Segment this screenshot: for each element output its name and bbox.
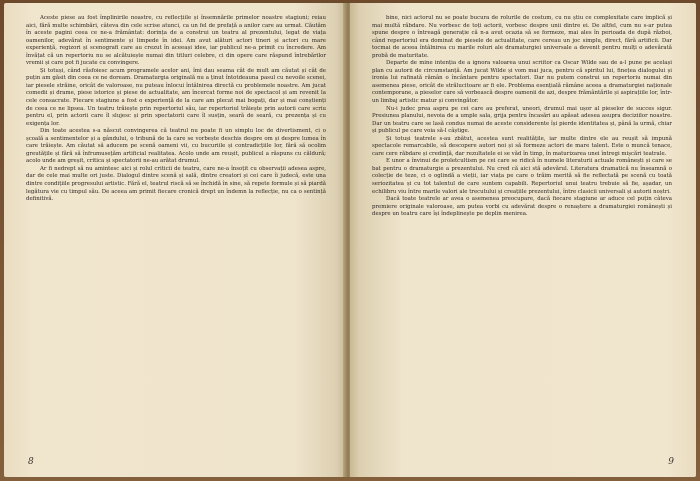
- right-page-text: [372, 15, 672, 219]
- paragraph: Departe de mine intenția de a ignora valoarea unui scriitor ca Oscar Wilde sau de a-l pune pe același plan cu autorii de circumstanță. Am jucat Wilde și vom mai juca, pentru că spiritul lui, finețea dialogului și ironia lui rafinată rămân o încântare pentru spectatori. Dar nu putem construi un repertoriu numai din asemenea piese, oricât de strălucitoare ar fi ele. Problema esențială rămâne aceea a dramaturgiei naționale contemporane, a pieselor care să vorbească despre oamenii de azi, despre frământările și aspirațiile lor, într-un limbaj artistic matur și convingător.: [372, 60, 672, 105]
- paragraph: Din toate acestea s-a născut convingerea că teatrul nu poate fi un simplu loc de divertisment, ci o școală a sentimentelor și a gândului, o tribună de la care se vorbește deschis despre om și despre lumea în care trăiește. Am căutat să aducem pe scenă oameni vii, cu bucuriile și contradicțiile lor, fără să ocolim greutățile și fără să înfrumusețăm artificial realitatea. Acolo unde am reușit, publicul a răspuns cu căldură; acolo unde am greșit, critica și spectatorii ne-au arătat drumul.: [26, 128, 326, 165]
- right-page: [350, 3, 696, 477]
- page-number-left: 8: [28, 457, 34, 467]
- paragraph: bine, nici actorul nu se poate bucura de rolurile de costum, cu nu știu ce complexitate care implică și mai multă răbdare. Nu vorbesc de toți actorii, vorbesc despre unii dintre ei. De altfel, cum nu s-ar putea spune despre o întreagă generație că n-a avut ocazia să se formeze, mai ales în perioada de după război, când repertoriul era dominat de piesele de actualitate, care cereau un joc simplu, direct, fără artificii. Dar tocmai de aceea întâlnirea cu marile roluri ale dramaturgiei universale a devenit pentru mulți o adevărată probă de maturitate.: [372, 15, 672, 59]
- paragraph: Nu-i judec prea aspru pe cei care au preferat, uneori, drumul mai ușor al pieselor de succes sigur. Presiunea planului, nevoia de a umple sala, grija pentru încasări au apăsat adesea asupra deciziilor noastre. Dar un teatru care se lasă condus numai de aceste considerente își pierde identitatea și, până la urmă, chiar și publicul pe care voia să-l câștige.: [372, 105, 672, 135]
- left-page: [4, 3, 346, 477]
- paragraph: Și totuși, când răsfoiesc acum programele acelor ani, îmi dau seama cât de mult am căutat și cât de puțin am găsit din ceea ce ne doream. Dramaturgia originală nu a ținut întotdeauna pasul cu nevoile scenei, iar piesele străine, oricât de valoroase, nu puteau înlocui întâlnirea directă cu problemele noastre. Am jucat comedii și drame, piese istorice și piese de actualitate, am încercat forme noi de spectacol și am revenit la cele consacrate. Fiecare stagiune a fost o experiență de la care am plecat mai bogați, dar și mai conștienți de ceea ce ne lipsea. Un teatru trăiește prin repertoriul său, iar repertoriul trăiește prin autorii care scriu pentru el, prin actorii care îl slujesc și prin spectatorii care îl susțin, seară de seară, cu prezența și cu exigența lor.: [26, 67, 326, 127]
- paragraph: Și totuși teatrele s-au zbătut, acestea sunt realitățile, iar multe dintre ele au reușit să impună spectacole remarcabile, să descopere autori noi și să formeze actori de mare talent. Este o muncă tenace, care cere răbdare și credință, dar rezultatele ei se văd în timp, în maturizarea unei întregi mișcări teatrale.: [372, 135, 672, 157]
- left-page-text: [26, 15, 326, 204]
- paragraph: E unor a învinui de proletcultism pe cei care se ridică în numele literaturii actuale românești și care se bat pentru o dramaturgie a prezentului. Nu cred că aici stă adevărul. Literatura dramatică nu înseamnă o colecție de teze, ci o oglindă a vieții, iar viața pe care o trăim merită să fie reflectată pe scenă cu toată seriozitatea și cu tot talentul de care suntem capabili. Repertoriul unui teatru trebuie să fie, așadar, un echilibru viu între marile valori ale trecutului și creațiile prezentului, între clasicii universali și autorii noștri.: [372, 158, 672, 195]
- paragraph: Aceste piese au fost împlinirile noastre, cu reflecțiile și însemnările primelor noastre stagiuni; reiau aici, fără multe schimbări, câteva din cele scrise atunci, ca un fel de prefață a anilor care au urmat. Căutăm în aceste pagini ceea ce ne-a frământat: dorința de a construi un teatru al prezentului, legat de viața oamenilor, adevărat în sentimente și limpede în idei. Am avut alături actori tineri și actori cu mare experiență, regizori și scenografi care au crezut în aceeași idee, iar publicul ne-a primit cu încredere. Am învățat că un repertoriu nu se alcătuiește numai din titluri celebre, ci din opere care răspund întrebărilor vremii și care pot fi jucate cu convingere.: [26, 15, 326, 67]
- paragraph: Dacă toate teatrele ar avea o asemenea preocupare, dacă fiecare stagiune ar aduce cel puțin câteva premiere originale valoroase, am putea vorbi cu adevărat despre o renaștere a dramaturgiei românești și despre un teatru care își îndeplinește pe deplin menirea.: [372, 196, 672, 218]
- paragraph: Ar fi nedrept să nu amintesc aici și rolul criticii de teatru, care ne-a însoțit cu observații adesea aspre, dar de cele mai multe ori juste. Dialogul dintre scenă și sală, dintre creatori și cei care îi judecă, este una dintre condițiile progresului artistic. Fără el, teatrul riscă să se închidă în sine, să repete formule și să piardă legătura vie cu timpul său. De aceea am primit fiecare cronică drept un îndemn la reflecție, nu ca o sentință definitivă.: [26, 165, 326, 203]
- page-number-right: 9: [668, 457, 674, 467]
